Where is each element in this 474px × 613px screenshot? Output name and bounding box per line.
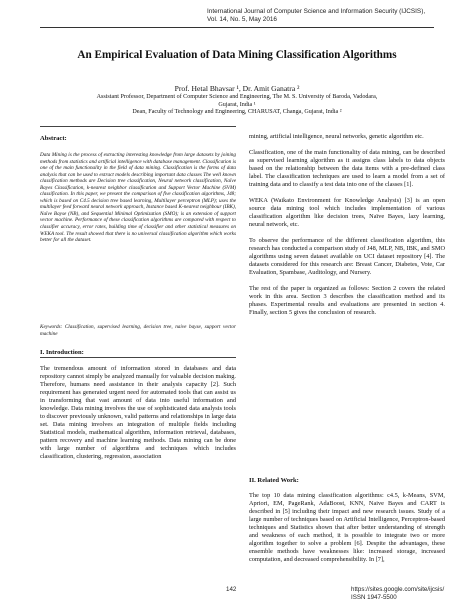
paper-title: An Empirical Evaluation of Data Mining Classification Algorithms (77, 49, 397, 61)
related-work-text (249, 492, 445, 564)
journal-volume: Vol. 14, No. 5, May 2016 (207, 16, 277, 24)
keywords: Keywords: Classification, supervised learning, decision tree, naive bayse, support vector machine (40, 324, 236, 337)
introduction-paragraph: The tremendous amount of information stored in databases and data repository cannot simply be analyzed manually for valuable decision making. Therefore, humans need assistance in their analysis capacity [2]. Such requirement has generated urgent need for automated tools that can assist us in transforming that vast amount of data into useful information and knowledge. Data mining involves the use of sophisticated data analysis tools to discover previously unknown, valid patterns and relationships in large data set. Data mining involves an integration of multiple fields including Statistical models, mathematical algorithm, information retrieval, databases, pattern recovery and machine learning methods. Data mining can be done with large number of algorithms and techniques which includes classification, clustering, regression, association (40, 365, 236, 460)
footer-issn: ISSN 1947-5500 (351, 594, 397, 601)
footer-url: https://sites.google.com/site/ijcsis/ (351, 586, 445, 593)
affiliation-2: Dean, Faculty of Technology and Engineering, CHARUSAT, Changa, Gujarat, India ² (132, 109, 342, 116)
paper-authors: Prof. Hetal Bhavsar ¹, Dr. Amit Ganatra ² (174, 84, 300, 93)
section-heading-introduction: I. Introduction: (40, 349, 84, 356)
abstract-body: Data Mining is the process of extracting interesting knowledge from large datasets by joining methods from statistics and artificial intelligence with database management. Classification is one of the main functionality in the field of data mining. Classification is the forms of data analysis that can be used to extract models describing important data classes The well known classification methods are Decision tree classification, Neural network classification, Naïve Bayes Classification, k-nearest neighbor classification and Support Vector Machine (SVM) classification. In this paper, we present the comparison of five classification algorithms, J48; which is based on C4.5 decision tree based learning, Multilayer perceptron (MLP); uses the multilayer feed forward neural network approach, Instance based K-nearest neighbour (IBK), Naïve Bayse (NB), and Sequential Minimal Optimization (SMO); is an extension of support vector machine. Performance of these classification algorithms are compared with respect to classifier accuracy, error rates, building time of classifier and other statistical measures on WEKA tool. The result showed that there is no universal classification algorithm which works better for all the dataset. (40, 152, 236, 244)
introduction-text (40, 365, 236, 461)
organization-paragraph: The rest of the paper is organized as follows: Section 2 covers the related work in this area. Section 3 describes the classification method and its phases. Experimental results and evaluations are presented in section 4. Finally, section 5 gives the conclusion of research. (249, 285, 445, 316)
right-column-text (249, 133, 445, 317)
abstract-heading: Abstract: (40, 135, 67, 142)
related-work-paragraph: The top 10 data mining classification algorithms: c4.5, k-Means, SVM, Apriori, EM, PageRank, AdaBoost, KNN, Naive Bayes and CART is described in [5] including their impact and new research issues. Study of a large number of techniques based on Artificial Intelligence, Perceptron-based techniques and Statistics shown that after better understanding of strength and weakness of each method, it is possible to integrate two or more algorithm together to solve a problem [6]. Despite the advantages, these ensemble methods have weaknesses like: increased storage, increased computation, and decreased comprehensibility. In [7], (249, 492, 445, 563)
classification-paragraph: Classification, one of the main functionality of data mining, can be described as supervised learning algorithm as it assigns class labels to data objects based on the relationship between the data items with a pre-defined class label. The classification techniques are used to learn a model from a set of training data and to classify a test data into one of the classes [1]. (249, 149, 445, 188)
page-number: 142 (226, 586, 237, 593)
section-heading-related-work: II. Related Work: (249, 477, 299, 484)
affiliation-1-line2: Gujarat, India ¹ (218, 101, 256, 108)
intro-continuation: mining, artificial intelligence, neural networks, genetic algorithm etc. (249, 133, 424, 140)
affiliation-1 (40, 94, 434, 117)
journal-name: International Journal of Computer Science and Information Security (IJCSIS), (207, 8, 426, 15)
comparison-paragraph: To observe the performance of the different classification algorithm, this research has conducted a comparison study of J48, MLP, NB, IBK, and SMO algorithms using seven dataset available on UCI dataset repository [4]. The datasets considered for this research are: Breast Cancer, Diabetes, Vote, Car Evaluation, Spambase, Auditology, and Nursery. (249, 237, 445, 276)
journal-header (207, 8, 447, 24)
header-rule (40, 27, 434, 28)
weka-paragraph: WEKA (Waikato Environment for Knowledge Analysis) [3] is an open source data mining tool which includes implementation of various classification algorithm like decision trees, Naïve Bayes, lazy learning, neural network, etc. (249, 197, 445, 228)
affiliation-1-line1: Assistant Professor, Department of Computer Science and Engineering, The M. S. University of Baroda, Vadodara, (96, 94, 378, 100)
